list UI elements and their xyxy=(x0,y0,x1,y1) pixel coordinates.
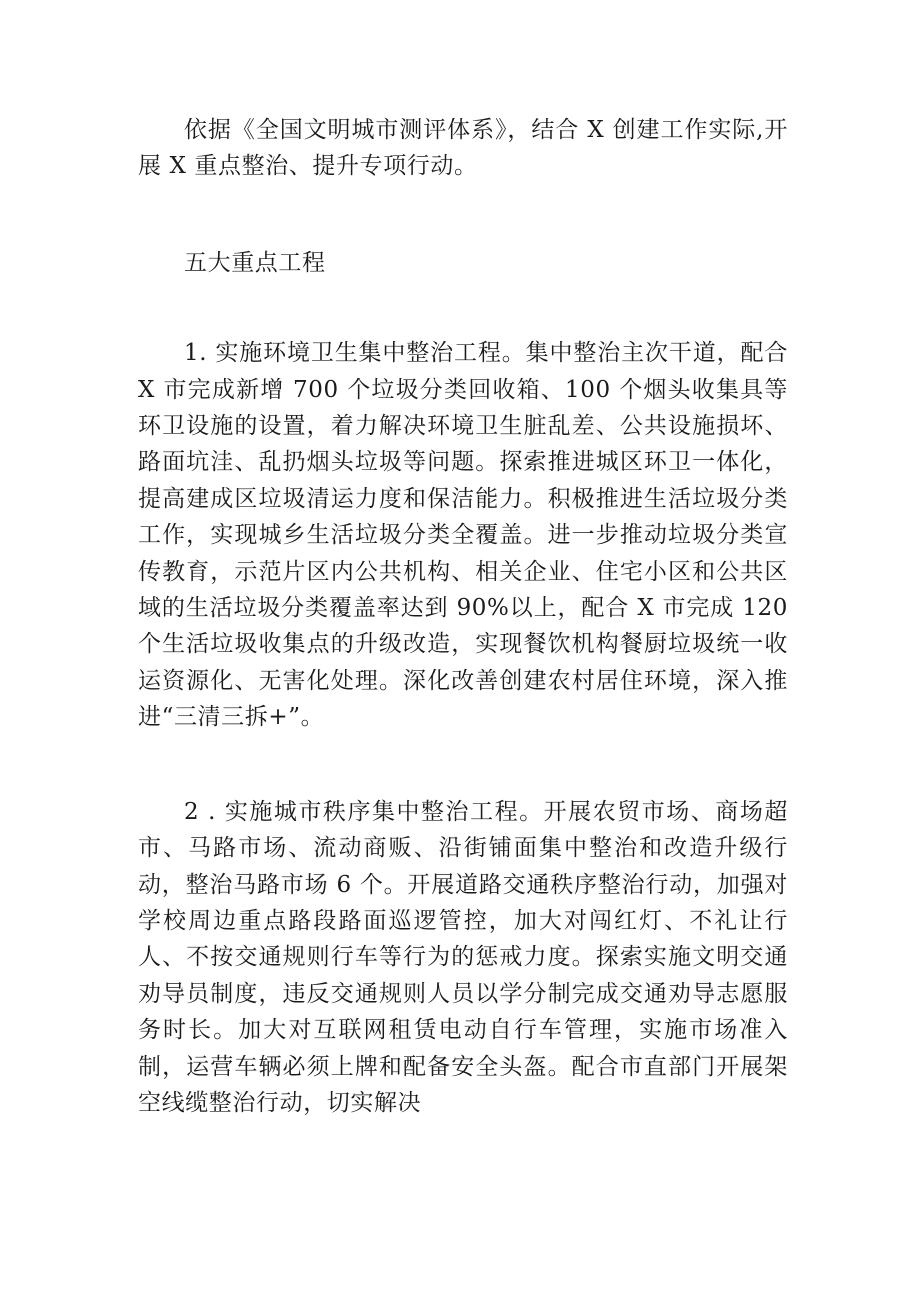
document-body xyxy=(138,112,788,1121)
intro-paragraph: 依据《全国文明城市测评体系》，结合 X 创建工作实际,开展 X 重点整治、提升专项行动。 xyxy=(138,117,788,180)
item-paragraph-2: 2 . 实施城市秩序集中整治工程。开展农贸市场、商场超市、马路市场、流动商贩、沿街铺面集中整治和改造升级行动，整治马路市场 6 个。开展道路交通秩序整治行动，加强对学校周边重点路段路面巡逻管控，加大对闯红灯、不礼让行人、不按交通规则行车等行为的惩戒力度。探索实施文明交通劝导员制度，违反交通规则人员以学分制完成交通劝导志愿服务时长。加大对互联网租赁电动自行车管理，实施市场准入制，运营车辆必须上牌和配备安全头盔。配合市直部门开展架空线缆整治行动，切实解决 xyxy=(138,798,788,1116)
item-paragraph-1: 1. 实施环境卫生集中整治工程。集中整治主次干道，配合 X 市完成新增 700 个垃圾分类回收箱、100 个烟头收集具等环卫设施的设置，着力解决环境卫生脏乱差、公共设施损坏、路面坑洼、乱扔烟头垃圾等问题。探索推进城区环卫一体化，提高建成区垃圾清运力度和保洁能力。积极推进生活垃圾分类工作，实现城乡生活垃圾分类全覆盖。进一步推动垃圾分类宣传教育，示范片区内公共机构、相关企业、住宅小区和公共区域的生活垃圾分类覆盖率达到 90%以上，配合 X 市完成 120 个生活垃圾收集点的升级改造，实现餐饮机构餐厨垃圾统一收运资源化、无害化处理。深化改善创建农村居住环境，深入推进“三清三拆+”。 xyxy=(138,340,788,731)
section-heading: 五大重点工程 xyxy=(184,249,326,276)
